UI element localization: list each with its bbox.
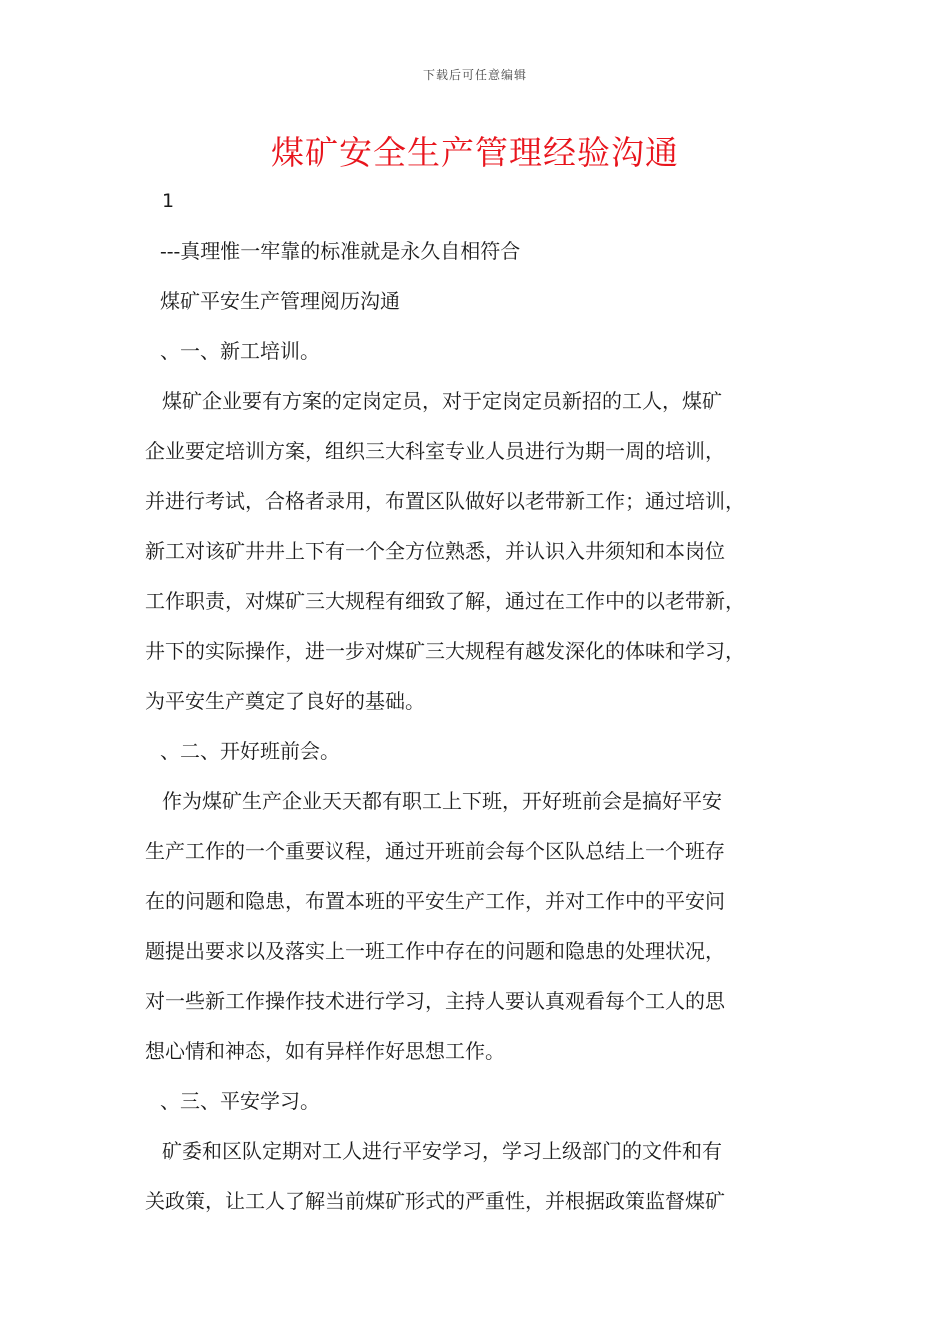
section-heading-3: 、三、平安学习。 (160, 1089, 320, 1113)
page-number: 1 (162, 190, 175, 212)
document-title: 煤矿安全生产管理经验沟通 (271, 133, 679, 172)
paragraph-line: 并进行考试，合格者录用，布置区队做好以老带新工作；通过培训， (145, 489, 745, 513)
subtitle-line: 煤矿平安生产管理阅历沟通 (160, 289, 400, 313)
paragraph-line: 题提出要求以及落实上一班工作中存在的问题和隐患的处理状况， (145, 939, 725, 963)
paragraph-line: 生产工作的一个重要议程，通过开班前会每个区队总结上一个班存 (145, 839, 725, 863)
paragraph-line: 对一些新工作操作技术进行学习，主持人要认真观看每个工人的思 (145, 989, 725, 1013)
paragraph-line: 企业要定培训方案，组织三大科室专业人员进行为期一周的培训， (145, 439, 725, 463)
header-note: 下载后可任意编辑 (422, 68, 527, 82)
paragraph-line: 想心情和神态，如有异样作好思想工作。 (145, 1039, 505, 1063)
epigraph-line: ---真理惟一牢靠的标准就是永久自相符合 (160, 239, 521, 263)
paragraph-line: 煤矿企业要有方案的定岗定员，对于定岗定员新招的工人，煤矿 (162, 389, 722, 413)
paragraph-line: 井下的实际操作，进一步对煤矿三大规程有越发深化的体味和学习， (145, 639, 745, 663)
paragraph-line: 新工对该矿井井上下有一个全方位熟悉，并认识入井须知和本岗位 (145, 539, 725, 563)
section-heading-2: 、二、开好班前会。 (160, 739, 340, 763)
paragraph-line: 矿委和区队定期对工人进行平安学习，学习上级部门的文件和有 (162, 1139, 722, 1163)
paragraph-line: 工作职责，对煤矿三大规程有细致了解，通过在工作中的以老带新， (145, 589, 745, 613)
paragraph-line: 为平安生产奠定了良好的基础。 (145, 689, 425, 713)
paragraph-line: 在的问题和隐患，布置本班的平安生产工作，并对工作中的平安问 (145, 889, 725, 913)
paragraph-line: 关政策，让工人了解当前煤矿形式的严重性，并根据政策监督煤矿 (145, 1189, 725, 1213)
paragraph-line: 作为煤矿生产企业天天都有职工上下班，开好班前会是搞好平安 (162, 789, 722, 813)
section-heading-1: 、一、新工培训。 (160, 339, 320, 363)
